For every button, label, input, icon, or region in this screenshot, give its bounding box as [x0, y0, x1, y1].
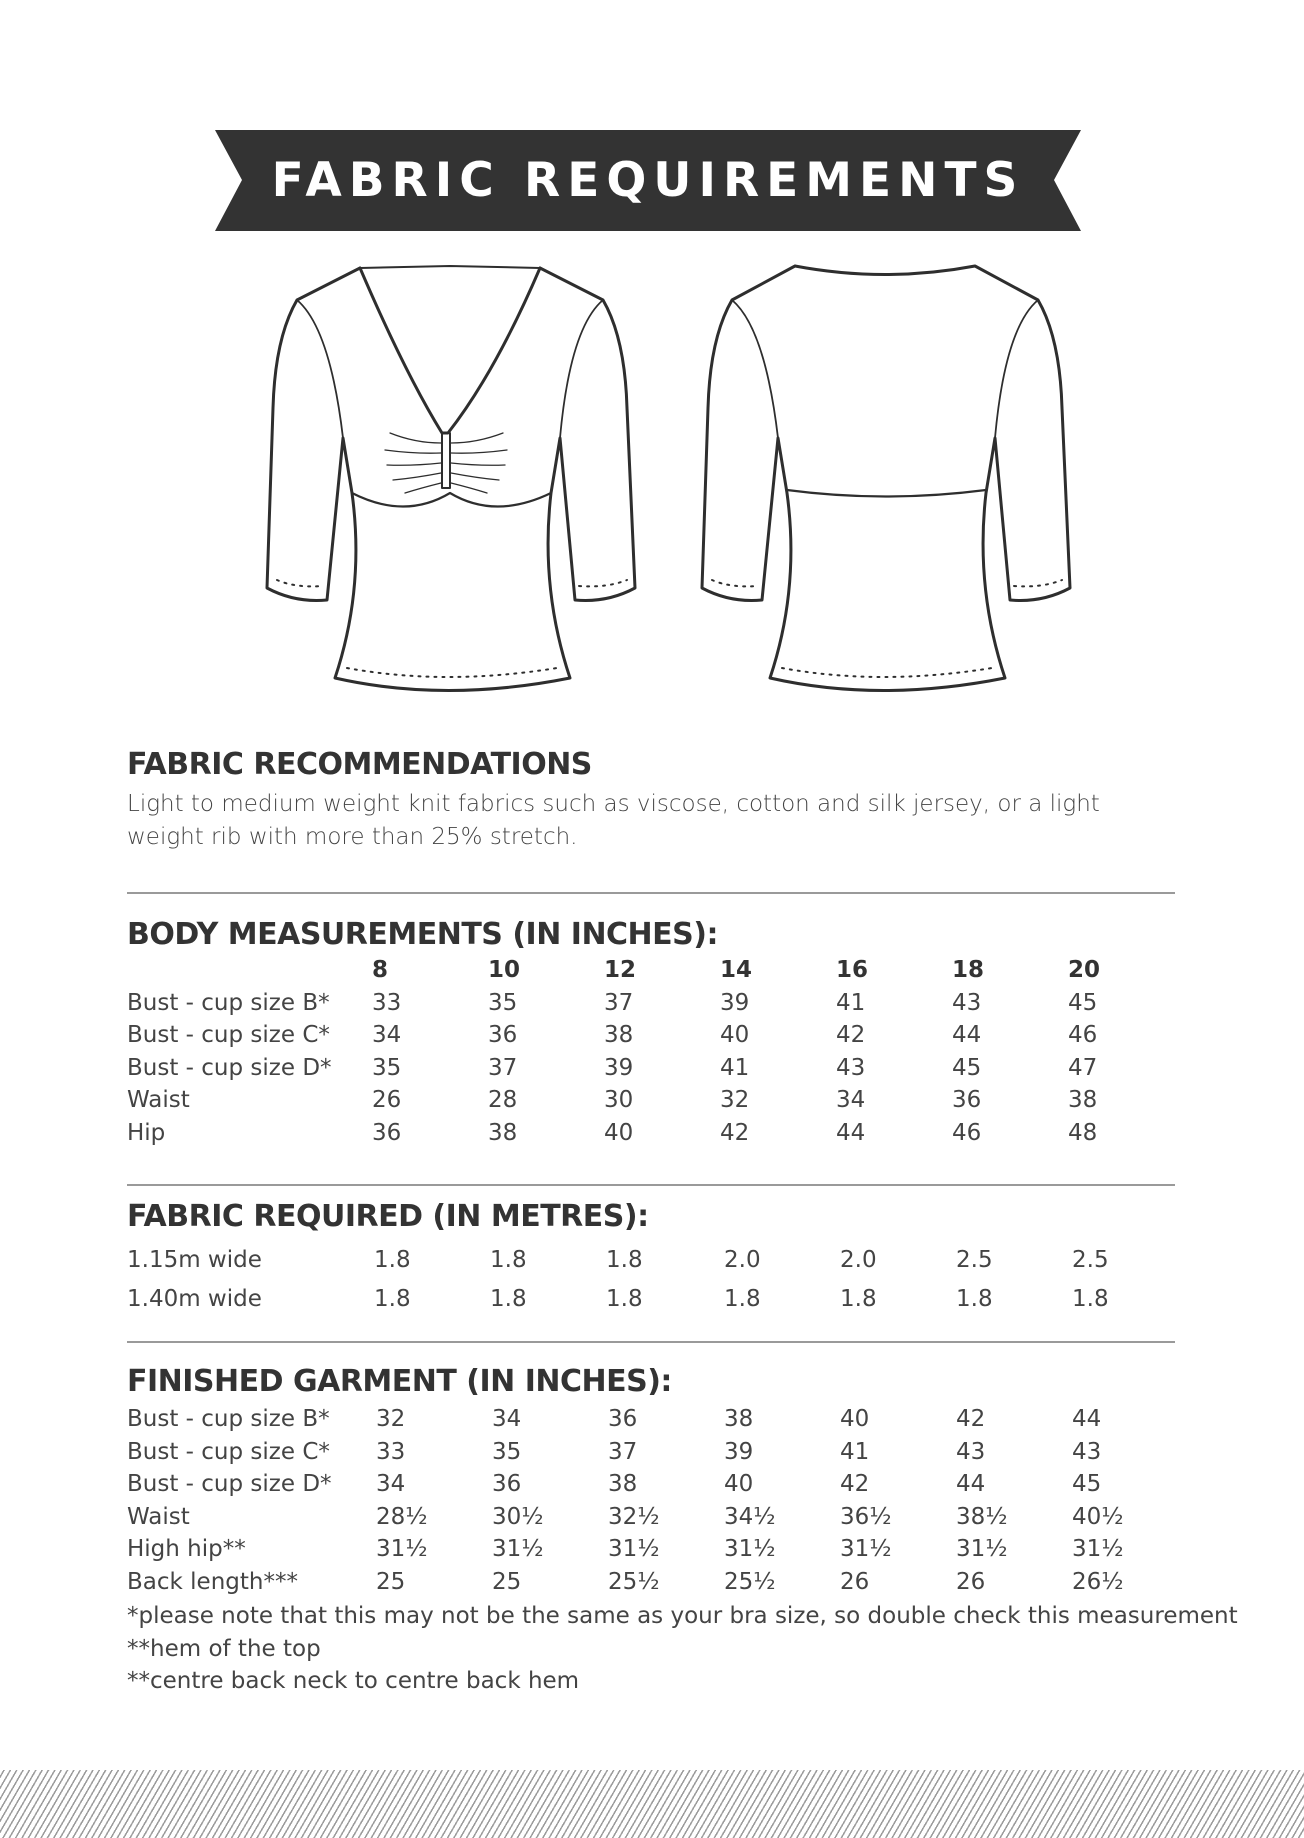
table-cell: 1.8: [840, 1286, 877, 1312]
table-cell: 31½: [956, 1536, 1008, 1562]
table-cell: 37: [608, 1438, 638, 1465]
fabric-recommendations-section: [127, 747, 1177, 854]
table-cell: 43: [836, 1054, 866, 1081]
table-cell: 45: [1068, 989, 1098, 1016]
finished-garment-heading-block: [127, 1364, 1177, 1399]
table-cell: 34: [376, 1471, 406, 1497]
table-cell: 33: [372, 989, 402, 1016]
footnote: *please note that this may not be the same as your bra size, so double check this measurement: [127, 1603, 1238, 1629]
table-cell: 35: [492, 1438, 522, 1465]
table-cell: 1.8: [956, 1286, 993, 1312]
table-cell: 2.0: [840, 1247, 877, 1273]
table-cell: 35: [372, 1054, 402, 1081]
table-cell: 42: [840, 1471, 870, 1497]
title-banner: [215, 130, 1081, 231]
row-label: 1.15m wide: [127, 1247, 262, 1273]
table-cell: 1.8: [606, 1286, 643, 1312]
fabric-required-heading-block: [127, 1199, 1177, 1234]
table-cell: 38: [608, 1471, 638, 1497]
footnote: **hem of the top: [127, 1635, 321, 1662]
table-cell: 25: [376, 1568, 406, 1595]
table-cell: 31½: [608, 1536, 660, 1562]
table-cell: 30: [604, 1087, 634, 1113]
table-cell: 35: [488, 989, 518, 1016]
table-cell: 38: [604, 1022, 634, 1048]
table-cell: 36: [488, 1022, 518, 1048]
footnotes: [127, 1600, 1238, 1698]
table-cell: 31½: [724, 1536, 776, 1562]
table-cell: 44: [952, 1022, 982, 1048]
row-label: High hip**: [127, 1536, 246, 1562]
table-cell: 40: [604, 1119, 634, 1146]
table-cell: 43: [1072, 1438, 1102, 1465]
size-header: 8: [372, 957, 389, 983]
size-header: 20: [1068, 957, 1101, 983]
table-cell: 36: [492, 1471, 522, 1497]
fabric-recommendations-text: Light to medium weight knit fabrics such as viscose, cotton and silk jersey, or a light weight rib with more than 25% stretch.: [127, 791, 1100, 850]
row-label: 1.40m wide: [127, 1286, 262, 1312]
table-cell: 41: [836, 989, 866, 1016]
table-cell: 36: [952, 1087, 982, 1113]
table-cell: 41: [840, 1438, 870, 1465]
table-cell: 36½: [840, 1503, 892, 1530]
table-cell: 38½: [956, 1503, 1008, 1530]
table-cell: 40: [720, 1022, 750, 1048]
size-header: 12: [604, 957, 637, 983]
table-cell: 1.8: [724, 1286, 761, 1312]
table-cell: 40: [840, 1406, 870, 1432]
table-cell: 26: [840, 1568, 870, 1595]
table-cell: 28½: [376, 1503, 428, 1530]
row-label: Bust - cup size D*: [127, 1471, 332, 1497]
table-cell: 46: [1068, 1022, 1098, 1048]
hatched-footer-band: [0, 1770, 1304, 1838]
page-title: FABRIC REQUIREMENTS: [271, 153, 1025, 208]
size-header: 18: [952, 957, 985, 983]
table-cell: 38: [1068, 1087, 1098, 1113]
garment-front-sketch: [255, 258, 645, 700]
table-cell: 42: [956, 1406, 986, 1432]
table-cell: 25½: [608, 1568, 660, 1595]
row-label: Waist: [127, 1503, 190, 1530]
divider: [127, 892, 1175, 894]
table-cell: 44: [836, 1119, 866, 1146]
table-cell: 1.8: [1072, 1286, 1109, 1312]
table-cell: 40: [724, 1471, 754, 1497]
table-cell: 2.5: [1072, 1247, 1109, 1273]
table-cell: 2.5: [956, 1247, 993, 1273]
size-header: 14: [720, 957, 753, 983]
table-cell: 38: [724, 1406, 754, 1432]
table-cell: 31½: [492, 1536, 544, 1562]
table-cell: 1.8: [490, 1247, 527, 1273]
row-label: Back length***: [127, 1568, 298, 1595]
table-cell: 26: [372, 1087, 402, 1113]
row-label: Bust - cup size C*: [127, 1438, 330, 1465]
table-cell: 34: [836, 1087, 866, 1113]
table-cell: 37: [604, 989, 634, 1016]
table-cell: 46: [952, 1119, 982, 1146]
table-cell: 34: [372, 1022, 402, 1048]
divider: [127, 1341, 1175, 1343]
table-cell: 1.8: [490, 1286, 527, 1312]
row-label: Bust - cup size C*: [127, 1022, 330, 1048]
table-cell: 48: [1068, 1119, 1098, 1146]
table-cell: 2.0: [724, 1247, 761, 1273]
size-header: 16: [836, 957, 869, 983]
table-cell: 34½: [724, 1503, 776, 1530]
table-cell: 30½: [492, 1503, 544, 1530]
table-cell: 34: [492, 1406, 522, 1432]
fabric-recommendations-heading: FABRIC RECOMMENDATIONS: [127, 747, 592, 782]
row-label: Bust - cup size B*: [127, 989, 330, 1016]
table-cell: 1.8: [606, 1247, 643, 1273]
table-cell: 43: [956, 1438, 986, 1465]
table-cell: 38: [488, 1119, 518, 1146]
table-cell: 44: [1072, 1406, 1102, 1432]
table-cell: 45: [1072, 1471, 1102, 1497]
table-cell: 45: [952, 1054, 982, 1081]
table-cell: 26½: [1072, 1568, 1124, 1595]
table-cell: 39: [724, 1438, 754, 1465]
fabric-required-heading: FABRIC REQUIRED (IN METRES):: [127, 1199, 649, 1234]
table-cell: 43: [952, 989, 982, 1016]
row-label: Waist: [127, 1087, 190, 1113]
table-cell: 41: [720, 1054, 750, 1081]
table-cell: 33: [376, 1438, 406, 1465]
size-header: 10: [488, 957, 521, 983]
table-cell: 42: [720, 1119, 750, 1146]
table-cell: 1.8: [374, 1247, 411, 1273]
table-cell: 39: [604, 1054, 634, 1081]
table-cell: 25: [492, 1568, 522, 1595]
table-cell: 26: [956, 1568, 986, 1595]
finished-garment-heading: FINISHED GARMENT (IN INCHES):: [127, 1364, 672, 1399]
garment-back-sketch: [690, 258, 1080, 700]
footnote: **centre back neck to centre back hem: [127, 1668, 580, 1694]
table-cell: 44: [956, 1471, 986, 1497]
table-cell: 31½: [840, 1536, 892, 1562]
table-cell: 32: [376, 1406, 406, 1432]
table-cell: 37: [488, 1054, 518, 1081]
body-measurements-heading: BODY MEASUREMENTS (IN INCHES):: [127, 917, 718, 952]
table-cell: 25½: [724, 1568, 776, 1595]
table-cell: 28: [488, 1087, 518, 1113]
row-label: Hip: [127, 1119, 166, 1146]
table-cell: 1.8: [374, 1286, 411, 1312]
row-label: Bust - cup size B*: [127, 1406, 330, 1432]
table-cell: 36: [372, 1119, 402, 1146]
table-cell: 36: [608, 1406, 638, 1432]
table-cell: 31½: [1072, 1536, 1124, 1562]
table-cell: 39: [720, 989, 750, 1016]
table-cell: 32: [720, 1087, 750, 1113]
row-label: Bust - cup size D*: [127, 1054, 332, 1081]
body-measurements-heading-block: [127, 917, 1177, 952]
table-cell: 47: [1068, 1054, 1098, 1081]
table-cell: 31½: [376, 1536, 428, 1562]
divider: [127, 1184, 1175, 1186]
table-cell: 40½: [1072, 1503, 1124, 1530]
table-cell: 32½: [608, 1503, 660, 1530]
table-cell: 42: [836, 1022, 866, 1048]
